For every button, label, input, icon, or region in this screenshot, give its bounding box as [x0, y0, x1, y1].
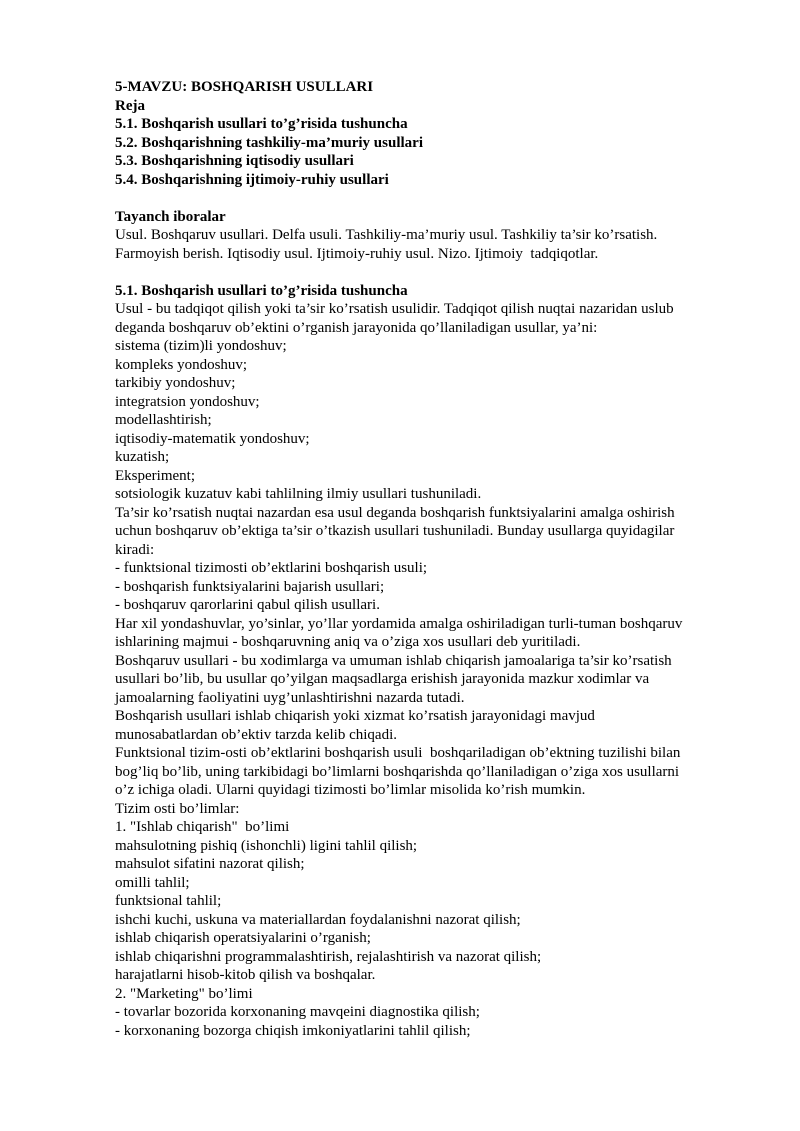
body-line: jamoalarning faoliyatini uyg’unlashtirishni nazarda tutadi.	[115, 689, 465, 706]
body-line: Ta’sir ko’rsatish nuqtai nazardan esa usul deganda boshqarish funktsiyalarini amalga oshirish	[115, 504, 675, 521]
body-line: Har xil yondashuvlar, yo’sinlar, yo’llar yordamida amalga oshiriladigan turli-tuman boshqaruv	[115, 615, 683, 632]
body-line: - tovarlar bozorida korxonaning mavqeini diagnostika qilish;	[115, 1004, 480, 1020]
body-line: - boshqarish funktsiyalarini bajarish usullari;	[115, 578, 385, 595]
body-line: Boshqaruv usullari - bu xodimlarga va umuman ishlab chiqarish jamoalariga ta’sir ko’rsatish	[115, 652, 672, 669]
body-line: 2. "Marketing" bo’limi	[115, 985, 253, 1002]
page-title: 5-MAVZU: BOSHQARISH USULLARI	[115, 79, 374, 95]
body-line: mahsulot sifatini nazorat qilish;	[115, 856, 305, 872]
keywords-line: Usul. Boshqaruv usullari. Delfa usuli. Tashkiliy-ma’muriy usul. Tashkiliy ta’sir ko’rsatish.	[115, 227, 658, 243]
body-line: sotsiologik kuzatuv kabi tahlilning ilmiy usullari tushuniladi.	[115, 486, 482, 502]
body-line: Boshqarish usullari ishlab chiqarish yoki xizmat ko’rsatish jarayonidagi mavjud	[115, 708, 595, 724]
body-line: harajatlarni hisob-kitob qilish va boshqalar.	[115, 967, 376, 983]
plan-item: 5.3. Boshqarishning iqtisodiy usullari	[115, 153, 354, 169]
section-heading: 5.1. Boshqarish usullari to’g’risida tushuncha	[115, 282, 408, 299]
plan-item: 5.1. Boshqarish usullari to’g’risida tushuncha	[115, 116, 408, 132]
body-line: - boshqaruv qarorlarini qabul qilish usullari.	[115, 597, 380, 613]
reja-label: Reja	[115, 97, 145, 114]
body-line: tarkibiy yondoshuv;	[115, 375, 236, 391]
body-line: deganda boshqaruv ob’ektini o’rganish jarayonida qo’llaniladigan usullar, ya’ni:	[115, 319, 598, 336]
body-line: o’z ichiga oladi. Ularni quyidagi tizimosti bo’limlar misolida ko’rish mumkin.	[115, 782, 586, 798]
body-line: ishchi kuchi, uskuna va materiallardan foydalanishni nazorat qilish;	[115, 911, 521, 928]
body-line: integratsion yondoshuv;	[115, 393, 260, 410]
body-line: Tizim osti bo’limlar:	[115, 800, 240, 817]
section-body	[115, 300, 755, 1040]
body-line: sistema (tizim)li yondoshuv;	[115, 338, 287, 354]
body-line: Funktsional tizim-osti ob’ektlarini boshqarish usuli boshqariladigan ob’ektning tuzilishi bilan	[115, 745, 681, 761]
body-line: munosabatlardan ob’ektiv tarzda kelib chiqadi.	[115, 726, 397, 743]
keywords-heading: Tayanch iboralar	[115, 208, 226, 225]
body-line: ishlarining majmui - boshqaruvning aniq va o’ziga xos usullari deb yuritiladi.	[115, 634, 581, 650]
body-line: bog’liq bo’lib, uning tarkibidagi bo’limlarni boshqarishda qo’llaniladigan o’ziga xos usullarni	[115, 763, 680, 780]
body-line: mahsulotning pishiq (ishonchli) ligini tahlil qilish;	[115, 837, 418, 854]
body-line: modellashtirish;	[115, 412, 212, 428]
body-line: 1. "Ishlab chiqarish" bo’limi	[115, 819, 290, 835]
keywords-line: Farmoyish berish. Iqtisodiy usul. Ijtimoiy-ruhiy usul. Nizo. Ijtimoiy tadqiqotlar.	[115, 245, 599, 262]
body-line: kiradi:	[115, 541, 155, 558]
body-line: Usul - bu tadqiqot qilish yoki ta’sir ko’rsatish usulidir. Tadqiqot qilish nuqtai nazaridan uslub	[115, 301, 674, 317]
body-line: - funktsional tizimosti ob’ektlarini boshqarish usuli;	[115, 560, 428, 576]
plan-item: 5.2. Boshqarishning tashkiliy-ma’muriy usullari	[115, 134, 423, 151]
spacer	[115, 263, 755, 282]
document-page	[115, 78, 755, 1040]
plan-item: 5.4. Boshqarishning ijtimoiy-ruhiy usullari	[115, 171, 389, 188]
body-line: omilli tahlil;	[115, 874, 190, 891]
body-line: iqtisodiy-matematik yondoshuv;	[115, 430, 310, 447]
body-line: funktsional tahlil;	[115, 893, 222, 909]
body-line: kompleks yondoshuv;	[115, 356, 248, 373]
body-line: Eksperiment;	[115, 467, 195, 484]
body-line: - korxonaning bozorga chiqish imkoniyatlarini tahlil qilish;	[115, 1022, 471, 1039]
body-line: ishlab chiqarish operatsiyalarini o’rganish;	[115, 930, 371, 946]
body-line: kuzatish;	[115, 449, 170, 465]
body-line: usullari bo’lib, bu usullar qo’yilgan maqsadlarga erishish jarayonida mazkur xodimlar va	[115, 671, 650, 687]
body-line: uchun boshqaruv ob’ektiga ta’sir o’tkazish usullari tushuniladi. Bunday usullarga quyidagilar	[115, 523, 675, 539]
body-line: ishlab chiqarishni programmalashtirish, rejalashtirish va nazorat qilish;	[115, 948, 542, 965]
spacer	[115, 189, 755, 208]
